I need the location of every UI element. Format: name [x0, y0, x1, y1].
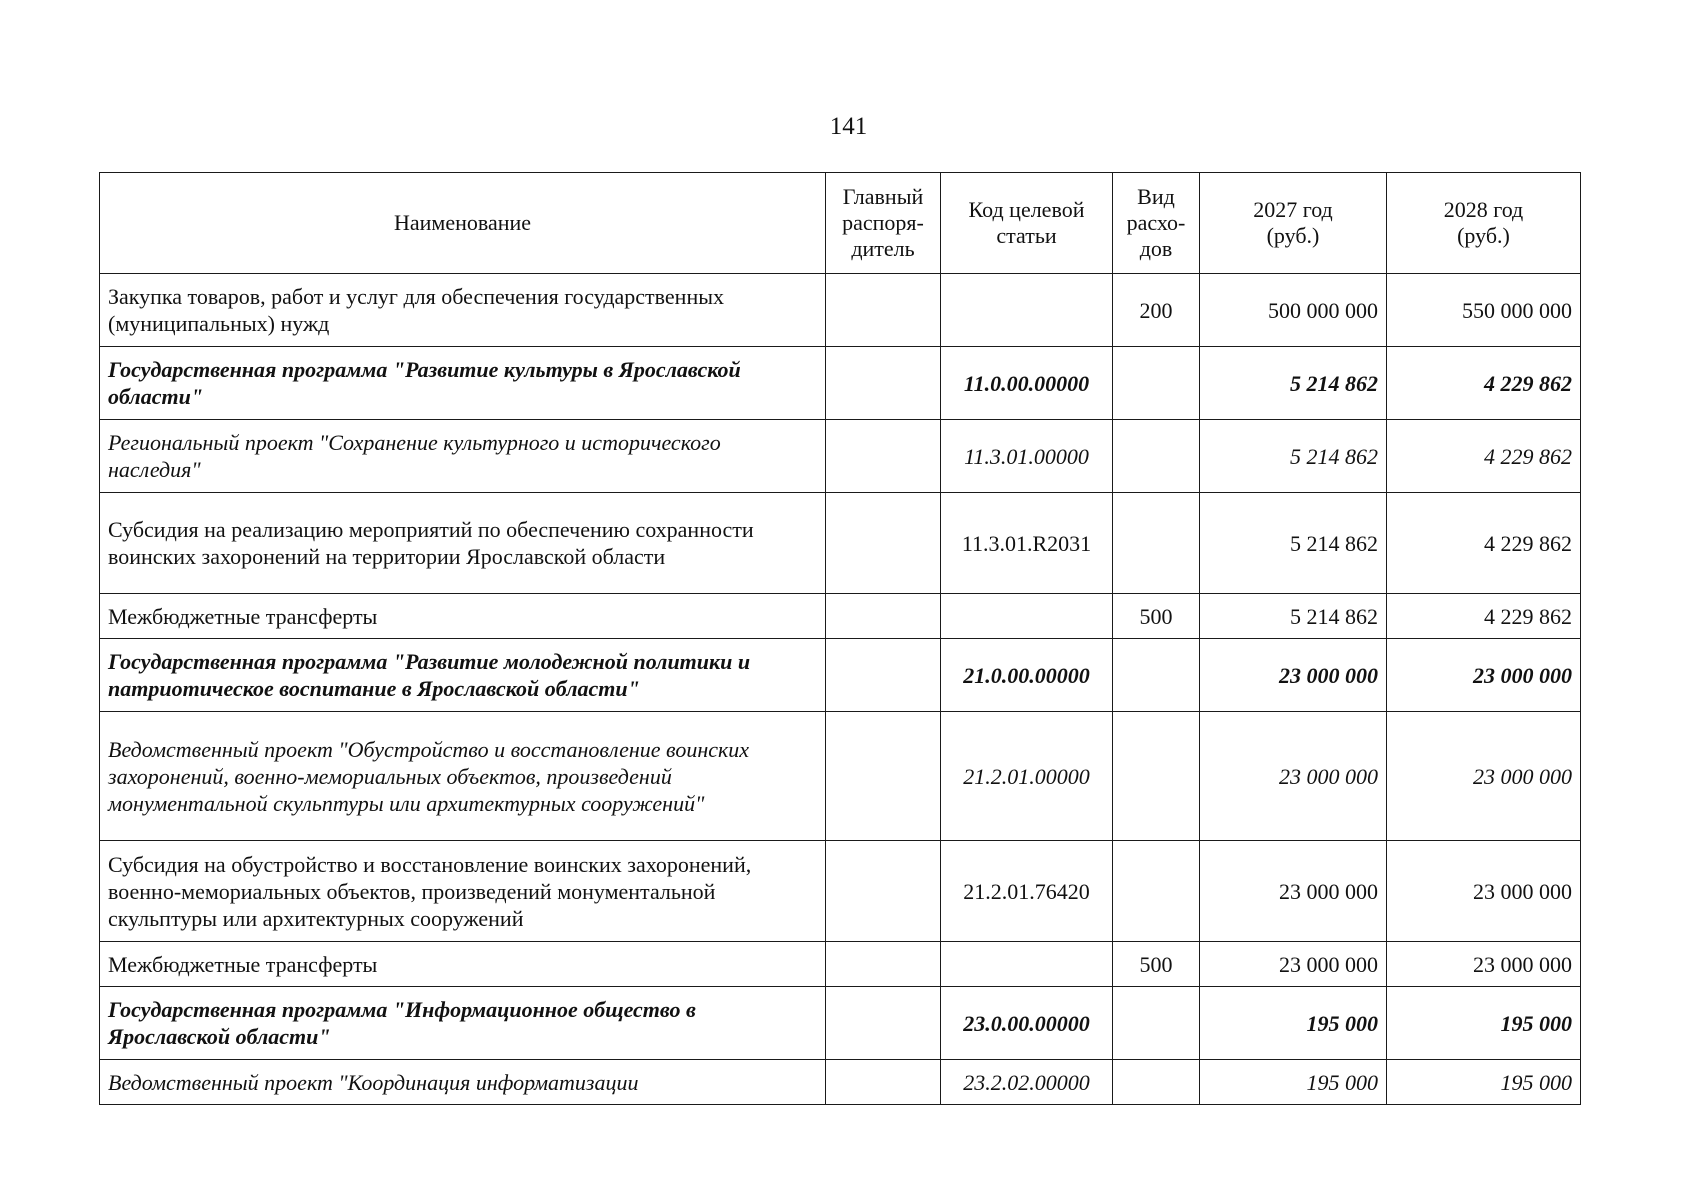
cell-name: Государственная программа "Информационное общество в Ярославской области" — [100, 987, 826, 1060]
cell-name: Региональный проект "Сохранение культурного и исторического наследия" — [100, 420, 826, 493]
cell-2027: 23 000 000 — [1200, 639, 1387, 712]
cell-admin — [826, 639, 941, 712]
header-2027-line: (руб.) — [1266, 223, 1320, 248]
cell-2028: 4 229 862 — [1387, 594, 1581, 639]
cell-2028: 4 229 862 — [1387, 420, 1581, 493]
header-2027-line: 2027 год — [1253, 197, 1333, 222]
cell-admin — [826, 942, 941, 987]
header-admin-line: распоря- — [842, 210, 924, 235]
table-row — [100, 712, 1581, 841]
page-number: 141 — [829, 113, 868, 140]
cell-2028: 195 000 — [1387, 987, 1581, 1060]
cell-2028: 4 229 862 — [1387, 347, 1581, 420]
cell-admin — [826, 274, 941, 347]
header-2028 — [1387, 173, 1581, 274]
table-row — [100, 639, 1581, 712]
cell-admin — [826, 493, 941, 594]
budget-table — [99, 172, 1581, 1105]
cell-2028: 195 000 — [1387, 1060, 1581, 1105]
table-row — [100, 942, 1581, 987]
cell-code: 11.0.00.00000 — [941, 347, 1113, 420]
table-row — [100, 420, 1581, 493]
cell-2027: 5 214 862 — [1200, 493, 1387, 594]
cell-code: 11.3.01.00000 — [941, 420, 1113, 493]
cell-admin — [826, 420, 941, 493]
cell-code: 23.0.00.00000 — [941, 987, 1113, 1060]
header-admin — [826, 173, 941, 274]
table-row — [100, 594, 1581, 639]
cell-kind: 500 — [1113, 594, 1200, 639]
header-code-line: статьи — [996, 223, 1057, 248]
cell-kind — [1113, 420, 1200, 493]
table-row — [100, 987, 1581, 1060]
header-2028-line: (руб.) — [1457, 223, 1510, 248]
table-row — [100, 347, 1581, 420]
cell-name: Государственная программа "Развитие культуры в Ярославской области" — [100, 347, 826, 420]
cell-kind: 500 — [1113, 942, 1200, 987]
cell-kind — [1113, 493, 1200, 594]
cell-kind — [1113, 987, 1200, 1060]
header-2027 — [1200, 173, 1387, 274]
cell-2028: 23 000 000 — [1387, 712, 1581, 841]
header-name — [100, 173, 826, 274]
cell-2028: 23 000 000 — [1387, 942, 1581, 987]
cell-admin — [826, 841, 941, 942]
header-code — [941, 173, 1113, 274]
cell-2027: 5 214 862 — [1200, 420, 1387, 493]
cell-admin — [826, 594, 941, 639]
cell-admin — [826, 1060, 941, 1105]
header-code-line: Код целевой — [968, 197, 1085, 222]
header-name-label: Наименование — [393, 210, 532, 235]
header-kind-line: Вид — [1137, 184, 1175, 209]
cell-name: Межбюджетные трансферты — [100, 594, 826, 639]
header-admin-line: Главный — [842, 184, 924, 209]
table-row — [100, 274, 1581, 347]
cell-code — [941, 594, 1113, 639]
header-admin-line: дитель — [851, 236, 915, 261]
cell-2027: 23 000 000 — [1200, 942, 1387, 987]
cell-admin — [826, 347, 941, 420]
cell-2027: 5 214 862 — [1200, 347, 1387, 420]
table-header-row — [100, 173, 1581, 274]
cell-2028: 4 229 862 — [1387, 493, 1581, 594]
cell-code: 21.2.01.00000 — [941, 712, 1113, 841]
header-kind — [1113, 173, 1200, 274]
cell-kind — [1113, 347, 1200, 420]
cell-name: Ведомственный проект "Координация информатизации — [100, 1060, 826, 1105]
cell-code: 21.2.01.76420 — [941, 841, 1113, 942]
cell-code — [941, 274, 1113, 347]
cell-name: Закупка товаров, работ и услуг для обеспечения государственных (муниципальных) нужд — [100, 274, 826, 347]
cell-kind — [1113, 712, 1200, 841]
header-kind-line: дов — [1139, 236, 1173, 261]
cell-2027: 23 000 000 — [1200, 841, 1387, 942]
cell-kind — [1113, 1060, 1200, 1105]
cell-admin — [826, 712, 941, 841]
cell-2028: 23 000 000 — [1387, 841, 1581, 942]
cell-2027: 5 214 862 — [1200, 594, 1387, 639]
cell-name: Ведомственный проект "Обустройство и восстановление воинских захоронений, военно-мемориальных объектов, произведений монументальной скульптуры или архитектурных сооружений" — [100, 712, 826, 841]
cell-2027: 195 000 — [1200, 987, 1387, 1060]
cell-2027: 195 000 — [1200, 1060, 1387, 1105]
cell-kind: 200 — [1113, 274, 1200, 347]
header-kind-line: расхо- — [1126, 210, 1186, 235]
cell-name: Субсидия на обустройство и восстановление воинских захоронений, военно-мемориальных объектов, произведений монументальной скульптуры или архитектурных сооружений — [100, 841, 826, 942]
cell-name: Государственная программа "Развитие молодежной политики и патриотическое воспитание в Ярославской области" — [100, 639, 826, 712]
cell-code: 11.3.01.R2031 — [941, 493, 1113, 594]
header-2028-line: 2028 год — [1443, 197, 1524, 222]
table-row — [100, 493, 1581, 594]
cell-admin — [826, 987, 941, 1060]
cell-2028: 550 000 000 — [1387, 274, 1581, 347]
cell-code: 23.2.02.00000 — [941, 1060, 1113, 1105]
cell-2027: 500 000 000 — [1200, 274, 1387, 347]
cell-2028: 23 000 000 — [1387, 639, 1581, 712]
cell-2027: 23 000 000 — [1200, 712, 1387, 841]
cell-name: Межбюджетные трансферты — [100, 942, 826, 987]
table-row — [100, 841, 1581, 942]
table-row — [100, 1060, 1581, 1105]
cell-code — [941, 942, 1113, 987]
cell-name: Субсидия на реализацию мероприятий по обеспечению сохранности воинских захоронений на территории Ярославской области — [100, 493, 826, 594]
cell-code: 21.0.00.00000 — [941, 639, 1113, 712]
cell-kind — [1113, 639, 1200, 712]
cell-kind — [1113, 841, 1200, 942]
